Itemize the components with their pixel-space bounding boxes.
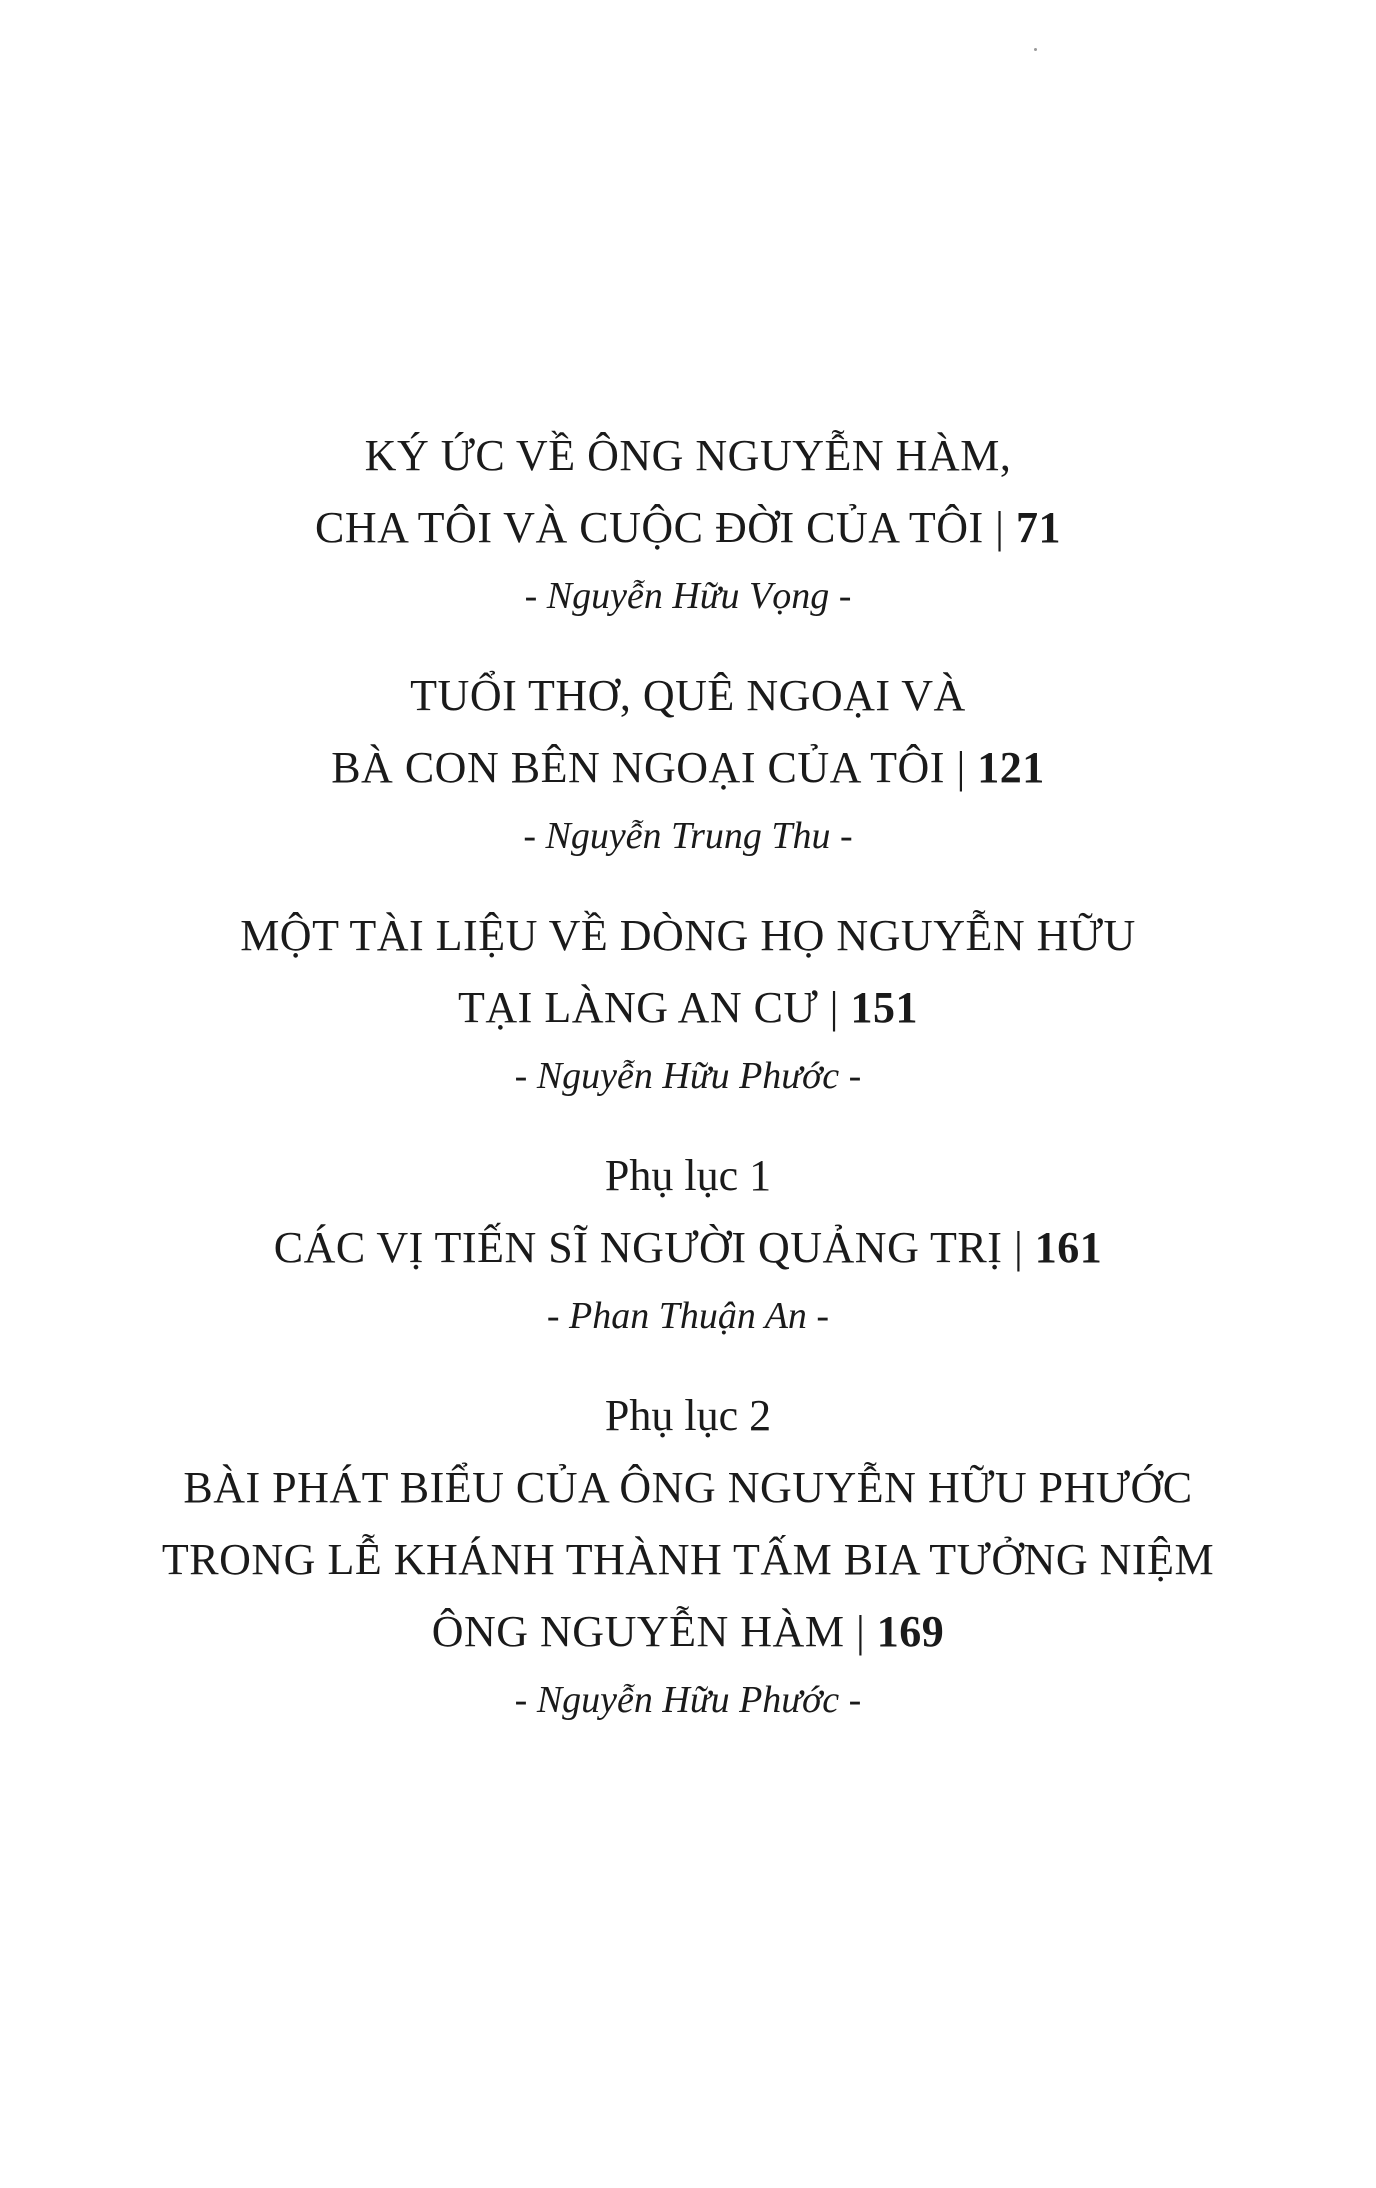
toc-entry-title-text: CÁC VỊ TIẾN SĨ NGƯỜI QUẢNG TRỊ <box>273 1223 1003 1272</box>
toc-entry-3 <box>0 900 1376 1108</box>
page-separator: | <box>818 983 851 1032</box>
toc-entry-title-text: BÀ CON BÊN NGOẠI CỦA TÔI <box>331 743 945 792</box>
toc-entry-title-line: KÝ ỨC VỀ ÔNG NGUYỄN HÀM, <box>364 431 1012 480</box>
toc-entry-author: - Nguyễn Hữu Phước - <box>514 1055 862 1097</box>
toc-entry-author: - Nguyễn Trung Thu - <box>523 815 853 857</box>
appendix-label: Phụ lục 1 <box>604 1151 772 1200</box>
toc-entry-appendix-2 <box>0 1380 1376 1732</box>
toc-entry-2 <box>0 660 1376 868</box>
toc-entry-title-line: MỘT TÀI LIỆU VỀ DÒNG HỌ NGUYỄN HỮU <box>240 911 1136 960</box>
page-separator: | <box>844 1607 877 1656</box>
page-number: 121 <box>977 743 1045 792</box>
toc-entry-title-line: TUỔI THƠ, QUÊ NGOẠI VÀ <box>410 671 966 720</box>
page-separator: | <box>944 743 978 792</box>
toc-entry-title-line <box>0 1596 1376 1668</box>
toc-entry-author: - Nguyễn Hữu Vọng - <box>524 575 852 617</box>
appendix-label: Phụ lục 2 <box>604 1391 772 1440</box>
page-number: 169 <box>876 1607 945 1656</box>
toc-entry-title-line <box>0 732 1376 804</box>
toc-entry-title-text: CHA TÔI VÀ CUỘC ĐỜI CỦA TÔI <box>315 503 984 552</box>
toc-entry-title-line: BÀI PHÁT BIỂU CỦA ÔNG NGUYỄN HỮU PHƯỚC <box>183 1463 1193 1512</box>
toc-entry-title-line <box>0 972 1376 1044</box>
toc-entry-title-line <box>0 1212 1376 1284</box>
page-number: 151 <box>850 983 918 1032</box>
toc-entry-title-line <box>0 492 1376 564</box>
toc-entry-1 <box>0 420 1376 628</box>
toc-entry-title-line: TRONG LỄ KHÁNH THÀNH TẤM BIA TƯỞNG NIỆM <box>161 1535 1215 1584</box>
toc-entry-title-text: ÔNG NGUYỄN HÀM <box>431 1607 845 1656</box>
page-separator: | <box>983 503 1016 552</box>
page-separator: | <box>1002 1223 1035 1272</box>
scan-speck <box>1034 48 1037 51</box>
table-of-contents <box>0 420 1376 1764</box>
toc-entry-author: - Phan Thuận An - <box>546 1295 830 1337</box>
toc-entry-author: - Nguyễn Hữu Phước - <box>514 1679 862 1721</box>
page-number: 71 <box>1015 503 1061 552</box>
toc-entry-appendix-1 <box>0 1140 1376 1348</box>
toc-entry-title-text: TẠI LÀNG AN CƯ <box>458 983 819 1032</box>
page-number: 161 <box>1034 1223 1103 1272</box>
